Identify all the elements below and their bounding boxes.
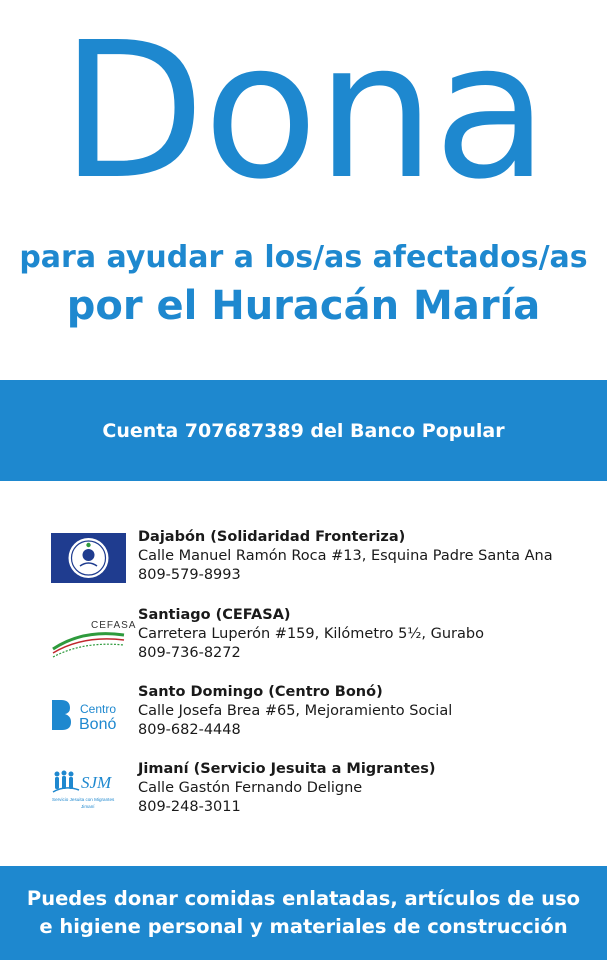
- svg-text:Bonó: Bonó: [79, 716, 117, 733]
- account-text: Cuenta 707687389 del Banco Popular: [102, 419, 505, 442]
- location-phone: 809-682-4448: [138, 722, 241, 738]
- sjm-logo: [51, 765, 126, 815]
- location-address: Calle Manuel Ramón Roca #13, Esquina Padre Santa Ana: [138, 548, 553, 564]
- location-address: Calle Gastón Fernando Deligne: [138, 780, 363, 796]
- account-band: [0, 380, 607, 481]
- footer-line-2: e higiene personal y materiales de construcción: [39, 915, 568, 938]
- location-address: Carretera Luperón #159, Kilómetro 5½, Gurabo: [138, 626, 484, 642]
- svg-text:Centro: Centro: [80, 702, 117, 716]
- location-address: Calle Josefa Brea #65, Mejoramiento Social: [138, 703, 453, 719]
- centro-bono-logo: [51, 688, 126, 738]
- location-name: Santo Domingo (Centro Bonó): [138, 684, 383, 700]
- location-phone: 809-248-3011: [138, 799, 241, 815]
- location-item-dajabon: [0, 528, 607, 600]
- location-phone: 809-736-8272: [138, 645, 241, 661]
- footer-line-1: Puedes donar comidas enlatadas, artículos de uso: [26, 887, 581, 910]
- svg-text:Servicio Jesuita con Migrantes: Servicio Jesuita con Migrantes: [52, 797, 115, 802]
- footer-band: [0, 866, 607, 960]
- svg-text:SJM: SJM: [81, 773, 112, 792]
- subtitle-line-1: para ayudar a los/as afectados/as: [19, 240, 588, 275]
- location-phone: 809-579-8993: [138, 567, 241, 583]
- location-name: Dajabón (Solidaridad Fronteriza): [138, 529, 406, 545]
- location-item-jimani: [0, 760, 607, 832]
- svg-text:Jimaní: Jimaní: [81, 804, 95, 809]
- location-name: Santiago (CEFASA): [138, 607, 291, 623]
- solidaridad-fronteriza-seal-icon: [51, 533, 126, 583]
- page-title: Dona: [60, 2, 547, 221]
- location-item-santiago: [0, 606, 607, 678]
- subtitle-line-2: por el Huracán María: [66, 283, 541, 329]
- location-name: Jimaní (Servicio Jesuita a Migrantes): [138, 761, 436, 777]
- location-item-santo-domingo: [0, 683, 607, 755]
- cefasa-logo: [51, 611, 137, 661]
- svg-text:CEFASA: CEFASA: [91, 620, 137, 631]
